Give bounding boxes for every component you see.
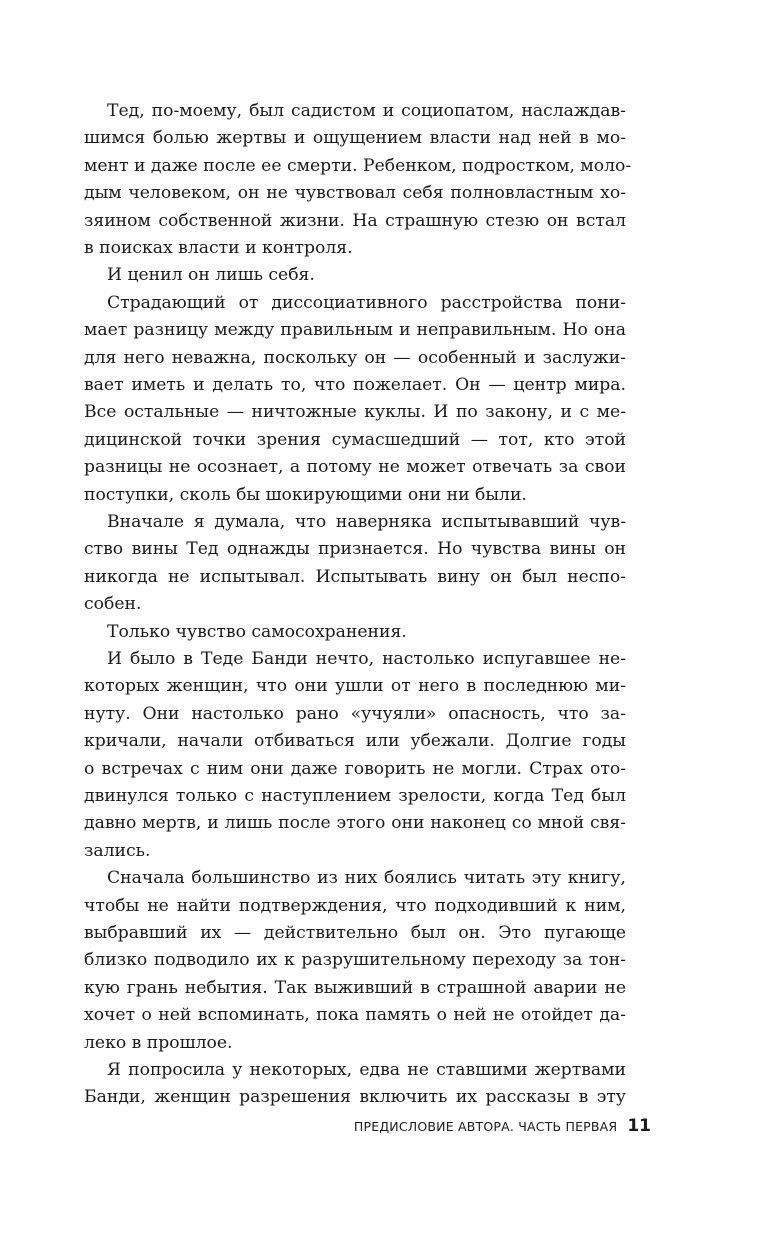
text-line: кричали, начали отбиваться или убежали. Долгие годы (84, 731, 626, 752)
text-line: собен. (84, 594, 142, 615)
text-line: И было в Теде Банди нечто, настолько испугавшее не- (107, 649, 626, 669)
text-line: И ценил он лишь себя. (107, 265, 315, 286)
text-line: Сначала большинство из них боялись читать эту книгу, (107, 868, 626, 889)
text-line: Банди, женщин разрешения включить их рассказы в эту (84, 1087, 626, 1108)
text-line: для него неважна, поскольку он — особенный и заслужи- (84, 347, 626, 368)
page-number: 11 (627, 1116, 651, 1136)
text-line: мент и даже после ее смерти. Ребенком, подростком, моло- (84, 155, 632, 176)
text-line: кую грань небытия. Так выживший в страшной аварии не (84, 977, 626, 998)
text-line: которых женщин, что они ушли от него в последнюю ми- (84, 676, 626, 697)
text-line: никогда не испытывал. Испытывать вину он был неспо- (84, 566, 626, 587)
text-line: зались. (84, 840, 151, 861)
page-footer (107, 1116, 651, 1144)
text-line: вает иметь и делать то, что пожелает. Он — центр мира. (84, 375, 626, 395)
text-line: хочет о ней вспоминать, пока память о ней не отойдет да- (84, 1005, 626, 1026)
text-line: Только чувство самосохранения. (107, 621, 407, 642)
text-line: давно мертв, и лишь после этого они наконец со мной свя- (84, 813, 626, 834)
text-line: Я попросила у некоторых, едва не ставшими жертвами (107, 1060, 626, 1080)
text-line: Все остальные — ничтожные куклы. И по закону, и с ме- (84, 402, 626, 423)
text-line: мает разницу между правильным и неправильным. Но она (84, 320, 626, 341)
text-line: дицинской точки зрения сумасшедший — тот, кто этой (84, 429, 626, 450)
text-line: Страдающий от диссоциативного расстройства пони- (107, 292, 626, 313)
text-line: зяином собственной жизни. На страшную стезю он встал (84, 210, 626, 231)
text-line: нуту. Они настолько рано «учуяли» опасность, что за- (84, 703, 626, 724)
text-line: двинулся только с наступлением зрелости, когда Тед был (84, 786, 626, 806)
text-line: выбравший их — действительно был он. Это пугающе (84, 923, 626, 943)
text-line: Тед, по-моему, был садистом и социопатом, наслаждав- (107, 101, 626, 121)
text-line: дым человеком, он не чувствовал себя полновластным хо- (84, 183, 626, 204)
text-line: чтобы не найти подтверждения, что подходивший к ним, (84, 895, 626, 916)
text-line: ство вины Тед однажды признается. Но чувства вины он (84, 539, 626, 560)
text-line: поступки, сколь бы шокирующими они ни были. (84, 484, 527, 505)
text-line: разницы не осознает, а потому не может отвечать за свои (84, 457, 626, 478)
text-line: леко в прошлое. (84, 1032, 233, 1053)
text-line: Вначале я думала, что наверняка испытывавший чув- (107, 512, 626, 532)
text-line: в поисках власти и контроля. (84, 238, 353, 258)
text-line: о встречах с ним они даже говорить не могли. Страх ото- (84, 758, 626, 779)
text-line: шимся болью жертвы и ощущением власти над ней в мо- (84, 128, 626, 149)
running-head: ПРЕДИСЛОВИЕ АВТОРА. ЧАСТЬ ПЕРВАЯ (353, 1119, 618, 1134)
text-line: близко подводило их к разрушительному переходу за тон- (84, 950, 626, 971)
